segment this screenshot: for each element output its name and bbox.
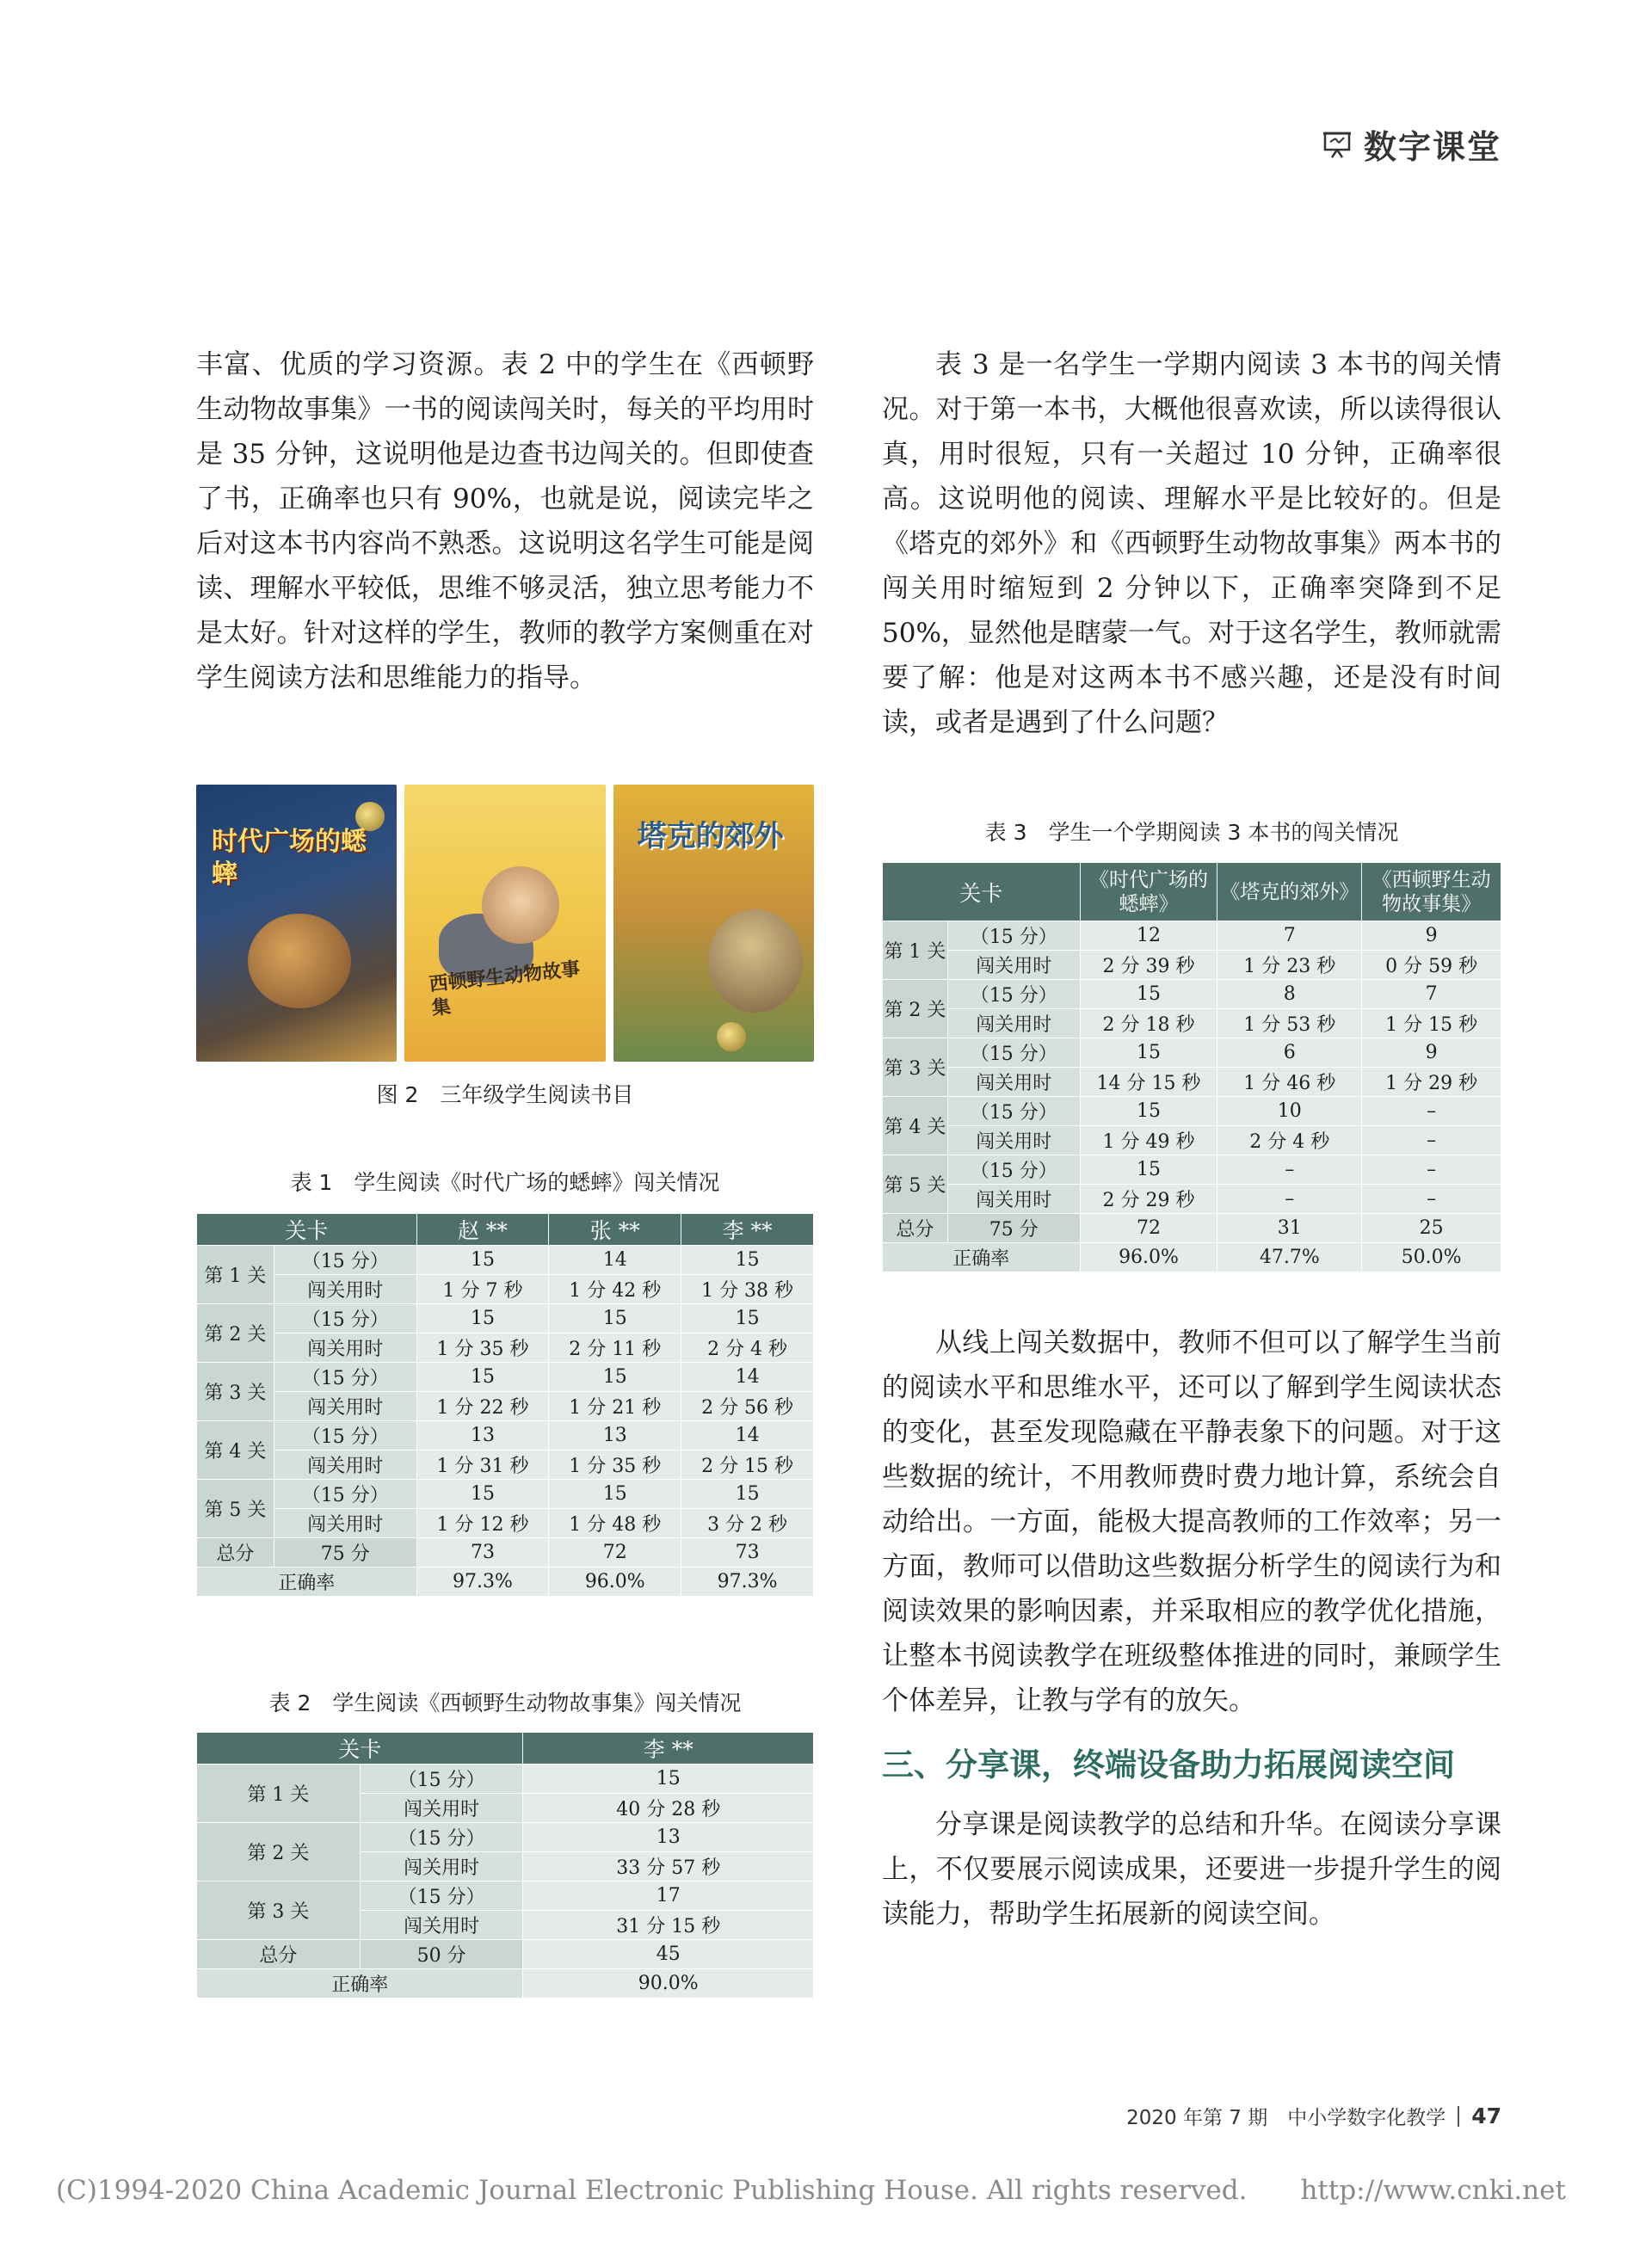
table-row xyxy=(197,1765,814,1794)
table-cell: 14 分 15 秒 xyxy=(1080,1068,1217,1097)
table-cell: （15 分） xyxy=(947,921,1080,951)
table-cell: 闯关用时 xyxy=(360,1852,523,1882)
level-label: 第 1 关 xyxy=(197,1246,274,1304)
right-column-lower xyxy=(882,1321,1501,1937)
table-cell: 15 xyxy=(416,1363,549,1392)
book-covers-figure xyxy=(196,785,814,1062)
table-cell: （15 分） xyxy=(360,1823,523,1852)
table-cell: 45 xyxy=(523,1940,814,1969)
total-row xyxy=(197,1940,814,1969)
table-cell: 闯关用时 xyxy=(274,1509,416,1538)
table-cell: 14 xyxy=(681,1421,814,1451)
table-cell: 33 分 57 秒 xyxy=(523,1852,814,1882)
table-cell: 12 xyxy=(1080,921,1217,951)
level-label: 第 5 关 xyxy=(197,1480,274,1538)
header-cell: 《时代广场的蟋蟀》 xyxy=(1080,863,1217,921)
table-row xyxy=(883,921,1501,951)
table-row xyxy=(883,1038,1501,1068)
table-row xyxy=(883,1097,1501,1126)
table-cell: 2 分 4 秒 xyxy=(681,1333,814,1363)
table-row xyxy=(197,1509,814,1538)
level-label: 第 2 关 xyxy=(883,980,948,1038)
table-cell: 闯关用时 xyxy=(947,1009,1080,1038)
table-row xyxy=(197,1275,814,1304)
table-cell: 15 xyxy=(681,1304,814,1333)
table-cell: （15 分） xyxy=(274,1246,416,1275)
table-row xyxy=(883,980,1501,1009)
table-cell: 6 xyxy=(1217,1038,1362,1068)
table-cell: 9 xyxy=(1362,1038,1501,1068)
cover-title-1: 时代广场的蟋蟀 xyxy=(212,827,367,890)
table-row xyxy=(197,1823,814,1852)
header-cell: 李 ** xyxy=(681,1214,814,1246)
accuracy-row xyxy=(883,1243,1501,1272)
table-cell: 13 xyxy=(416,1421,549,1451)
book-cover-cricket xyxy=(196,785,397,1062)
table-cell: 15 xyxy=(1080,1038,1217,1068)
table-header-row xyxy=(197,1214,814,1246)
header-cell: 赵 ** xyxy=(416,1214,549,1246)
table-cell: 2 分 4 秒 xyxy=(1217,1126,1362,1155)
level-label: 第 1 关 xyxy=(883,921,948,980)
table-cell: 15 xyxy=(523,1765,814,1794)
table-cell: 72 xyxy=(1080,1214,1217,1243)
table-cell: 2 分 56 秒 xyxy=(681,1392,814,1421)
table-row xyxy=(197,1421,814,1451)
table-row xyxy=(197,1246,814,1275)
table-cell: 1 分 31 秒 xyxy=(416,1451,549,1480)
table-cell: 2 分 39 秒 xyxy=(1080,951,1217,980)
level-label: 第 3 关 xyxy=(197,1363,274,1421)
table-cell: 15 xyxy=(549,1363,681,1392)
header-cell: 关卡 xyxy=(883,863,1081,921)
table-row xyxy=(197,1333,814,1363)
table-cell: 总分 xyxy=(197,1538,274,1568)
table-cell: 1 分 15 秒 xyxy=(1362,1009,1501,1038)
table1-caption: 表 1 学生阅读《时代广场的蟋蟀》闯关情况 xyxy=(290,1170,720,1195)
table-cell: 15 xyxy=(1080,980,1217,1009)
table-cell: 75 分 xyxy=(274,1538,416,1568)
table-cell: – xyxy=(1362,1097,1501,1126)
table-cell: 14 xyxy=(549,1246,681,1275)
table-cell: （15 分） xyxy=(274,1304,416,1333)
table-cell: 2 分 11 秒 xyxy=(549,1333,681,1363)
level-label: 第 5 关 xyxy=(883,1155,948,1214)
table-row xyxy=(197,1480,814,1509)
table-cell: 1 分 21 秒 xyxy=(549,1392,681,1421)
level-label: 第 2 关 xyxy=(197,1823,361,1882)
table-cell: 闯关用时 xyxy=(947,951,1080,980)
table-cell: 25 xyxy=(1362,1214,1501,1243)
level-label: 第 3 关 xyxy=(883,1038,948,1097)
table-cell: 1 分 22 秒 xyxy=(416,1392,549,1421)
table-cell: 50 分 xyxy=(360,1940,523,1969)
table-cell: 总分 xyxy=(197,1940,361,1969)
cover-title-3: 塔克的郊外 xyxy=(637,819,784,853)
table-cell: 1 分 23 秒 xyxy=(1217,951,1362,980)
table-cell: 闯关用时 xyxy=(947,1126,1080,1155)
book-cover-seton xyxy=(404,785,605,1062)
table-cell: 1 分 49 秒 xyxy=(1080,1126,1217,1155)
right-paragraph-3: 分享课是阅读教学的总结和升华。在阅读分享课上，不仅要展示阅读成果，还要进一步提升学生的阅读能力，帮助学生拓展新的阅读空间。 xyxy=(882,1809,1501,1930)
table-cell: 1 分 7 秒 xyxy=(416,1275,549,1304)
table-cell: 10 xyxy=(1217,1097,1362,1126)
left-paragraph-1: 丰富、优质的学习资源。表 2 中的学生在《西顿野生动物故事集》一书的阅读闯关时，每关的平均用时是 35 分钟，这说明他是边查书边闯关的。但即使查了书，正确率也只有 90%，也就是说，阅读完毕之后对这本书内容尚不熟悉。这说明这名学生可能是阅读、理解水平较低，思维不够灵活，独立思考能力不是太好。针对这样的学生，教师的教学方案侧重在对学生阅读方法和思维能力的指导。 xyxy=(196,349,814,693)
table2-caption: 表 2 学生阅读《西顿野生动物故事集》闯关情况 xyxy=(268,1691,742,1715)
table-cell: 97.3% xyxy=(681,1568,814,1597)
table-cell: – xyxy=(1362,1185,1501,1214)
table-row xyxy=(883,1009,1501,1038)
table-1 xyxy=(196,1213,814,1597)
table-cell: 1 分 29 秒 xyxy=(1362,1068,1501,1097)
table-cell: – xyxy=(1362,1155,1501,1185)
total-row xyxy=(197,1538,814,1568)
table-header-row xyxy=(197,1733,814,1765)
table-cell: （15 分） xyxy=(360,1882,523,1911)
table-cell: 17 xyxy=(523,1882,814,1911)
table-cell: 2 分 29 秒 xyxy=(1080,1185,1217,1214)
table-row xyxy=(197,1392,814,1421)
level-label: 第 4 关 xyxy=(883,1097,948,1155)
level-label: 第 1 关 xyxy=(197,1765,361,1823)
journal-issue: 2020 年第 7 期 中小学数字化教学 xyxy=(1126,2107,1446,2129)
table-cell: 15 xyxy=(416,1480,549,1509)
page-number: 47 xyxy=(1471,2103,1501,2128)
total-row xyxy=(883,1214,1501,1243)
table-cell: 73 xyxy=(416,1538,549,1568)
header-cell: 关卡 xyxy=(197,1733,523,1765)
table-cell: – xyxy=(1362,1126,1501,1155)
table3-caption: 表 3 学生一个学期阅读 3 本书的闯关情况 xyxy=(984,820,1399,845)
table-cell: – xyxy=(1217,1155,1362,1185)
table-cell: 15 xyxy=(549,1480,681,1509)
header-cell: 李 ** xyxy=(523,1733,814,1765)
figure-caption: 图 2 三年级学生阅读书目 xyxy=(376,1082,634,1107)
table-cell: 总分 xyxy=(883,1214,948,1243)
cover-title-2: 西顿野生动物故事集 xyxy=(428,958,582,1020)
table-cell: 3 分 2 秒 xyxy=(681,1509,814,1538)
footer-divider xyxy=(1458,2106,1459,2127)
book-cover-tucker xyxy=(613,785,814,1062)
table-cell: 72 xyxy=(549,1538,681,1568)
section-title: 数字课堂 xyxy=(1363,128,1501,166)
table-cell: 13 xyxy=(523,1823,814,1852)
page-footer xyxy=(1126,2102,1501,2130)
table-3 xyxy=(882,862,1501,1272)
table-cell: 闯关用时 xyxy=(274,1275,416,1304)
table-cell: 14 xyxy=(681,1363,814,1392)
table-cell: （15 分） xyxy=(274,1421,416,1451)
table-cell: 7 xyxy=(1362,980,1501,1009)
table-cell: 1 分 35 秒 xyxy=(549,1451,681,1480)
table-cell: 1 分 46 秒 xyxy=(1217,1068,1362,1097)
table-cell: （15 分） xyxy=(947,980,1080,1009)
table-cell: 2 分 18 秒 xyxy=(1080,1009,1217,1038)
table-cell: 13 xyxy=(549,1421,681,1451)
table-row xyxy=(883,951,1501,980)
table-cell: 15 xyxy=(416,1304,549,1333)
table-header-row xyxy=(883,863,1501,921)
level-label: 第 4 关 xyxy=(197,1421,274,1480)
table-cell: （15 分） xyxy=(274,1363,416,1392)
table-cell: 40 分 28 秒 xyxy=(523,1794,814,1823)
table-cell: 15 xyxy=(1080,1155,1217,1185)
accuracy-row xyxy=(197,1969,814,1999)
left-column xyxy=(196,342,814,700)
table-cell: 15 xyxy=(681,1246,814,1275)
right-column xyxy=(882,342,1501,745)
table-row xyxy=(197,1882,814,1911)
table-cell: 7 xyxy=(1217,921,1362,951)
table-cell: （15 分） xyxy=(947,1097,1080,1126)
table-row xyxy=(197,1304,814,1333)
table-cell: 75 分 xyxy=(947,1214,1080,1243)
table-cell: 8 xyxy=(1217,980,1362,1009)
boy-illustration xyxy=(482,866,559,944)
table-cell: 50.0% xyxy=(1362,1243,1501,1272)
header-cell: 关卡 xyxy=(197,1214,417,1246)
table-cell: 9 xyxy=(1362,921,1501,951)
table-cell: 15 xyxy=(416,1246,549,1275)
table-cell: （15 分） xyxy=(360,1765,523,1794)
table-cell: 闯关用时 xyxy=(947,1068,1080,1097)
section-header xyxy=(1322,120,1501,168)
section-heading: 三、分享课，终端设备助力拓展阅读空间 xyxy=(882,1746,1455,1783)
header-cell: 张 ** xyxy=(549,1214,681,1246)
table-cell: 15 xyxy=(681,1480,814,1509)
table-cell: 1 分 12 秒 xyxy=(416,1509,549,1538)
table-cell: 73 xyxy=(681,1538,814,1568)
table-row xyxy=(883,1155,1501,1185)
accuracy-row xyxy=(197,1568,814,1597)
table-cell: 47.7% xyxy=(1217,1243,1362,1272)
table-cell: 1 分 38 秒 xyxy=(681,1275,814,1304)
table-cell: 31 分 15 秒 xyxy=(523,1911,814,1940)
table-cell: 闯关用时 xyxy=(274,1451,416,1480)
level-label: 第 2 关 xyxy=(197,1304,274,1363)
table-row xyxy=(883,1185,1501,1214)
table-cell: 闯关用时 xyxy=(274,1333,416,1363)
table-cell: 闯关用时 xyxy=(947,1185,1080,1214)
table-cell: 闯关用时 xyxy=(360,1794,523,1823)
table-cell: 正确率 xyxy=(883,1243,1081,1272)
table-cell: 1 分 48 秒 xyxy=(549,1509,681,1538)
presentation-board-icon xyxy=(1322,130,1352,159)
copyright-notice: (C)1994-2020 China Academic Journal Electronic Publishing House. All rights reserved. http://www.cnki.net xyxy=(56,2175,1566,2206)
table-cell: 闯关用时 xyxy=(274,1392,416,1421)
table-cell: （15 分） xyxy=(947,1038,1080,1068)
table-2 xyxy=(196,1732,814,1999)
table-cell: 正确率 xyxy=(197,1969,523,1999)
table-cell: （15 分） xyxy=(947,1155,1080,1185)
award-medal-icon xyxy=(717,1022,746,1051)
cat-illustration xyxy=(248,914,351,1008)
table-cell: 15 xyxy=(1080,1097,1217,1126)
table-row xyxy=(197,1451,814,1480)
table-cell: 1 分 35 秒 xyxy=(416,1333,549,1363)
table-row xyxy=(883,1068,1501,1097)
table-row xyxy=(197,1363,814,1392)
header-cell: 《塔克的郊外》 xyxy=(1217,863,1362,921)
table-cell: 96.0% xyxy=(549,1568,681,1597)
table-cell: 正确率 xyxy=(197,1568,417,1597)
table-cell: – xyxy=(1217,1185,1362,1214)
table-cell: 97.3% xyxy=(416,1568,549,1597)
right-paragraph-1: 表 3 是一名学生一学期内阅读 3 本书的闯关情况。对于第一本书，大概他很喜欢读，所以读得很认真，用时很短，只有一关超过 10 分钟，正确率很高。这说明他的阅读、理解水平是比较好的。但是《塔克的郊外》和《西顿野生动物故事集》两本书的闯关用时缩短到 2 分钟以下，正确率突降到不足 50%，显然他是瞎蒙一气。对于这名学生，教师就需要了解：他是对这两本书不感兴趣，还是没有时间读，或者是遇到了什么问题？ xyxy=(882,349,1501,738)
table-cell: 15 xyxy=(549,1304,681,1333)
table-cell: 90.0% xyxy=(523,1969,814,1999)
table-cell: 0 分 59 秒 xyxy=(1362,951,1501,980)
table-cell: 96.0% xyxy=(1080,1243,1217,1272)
table-cell: （15 分） xyxy=(274,1480,416,1509)
level-label: 第 3 关 xyxy=(197,1882,361,1940)
right-paragraph-2: 从线上闯关数据中，教师不但可以了解学生当前的阅读水平和思维水平，还可以了解到学生阅读状态的变化，甚至发现隐藏在平静表象下的问题。对于这些数据的统计，不用教师费时费力地计算，系统会自动给出。一方面，能极大提高教师的工作效率；另一方面，教师可以借助这些数据分析学生的阅读行为和阅读效果的影响因素，并采取相应的教学优化措施，让整本书阅读教学在班级整体推进的同时，兼顾学生个体差异，让教与学有的放矢。 xyxy=(882,1327,1501,1716)
cat-mouse-illustration xyxy=(708,909,803,1013)
table-cell: 1 分 53 秒 xyxy=(1217,1009,1362,1038)
table-cell: 2 分 15 秒 xyxy=(681,1451,814,1480)
table-cell: 闯关用时 xyxy=(360,1911,523,1940)
table-cell: 1 分 42 秒 xyxy=(549,1275,681,1304)
header-cell: 《西顿野生动物故事集》 xyxy=(1362,863,1501,921)
table-row xyxy=(883,1126,1501,1155)
table-cell: 31 xyxy=(1217,1214,1362,1243)
